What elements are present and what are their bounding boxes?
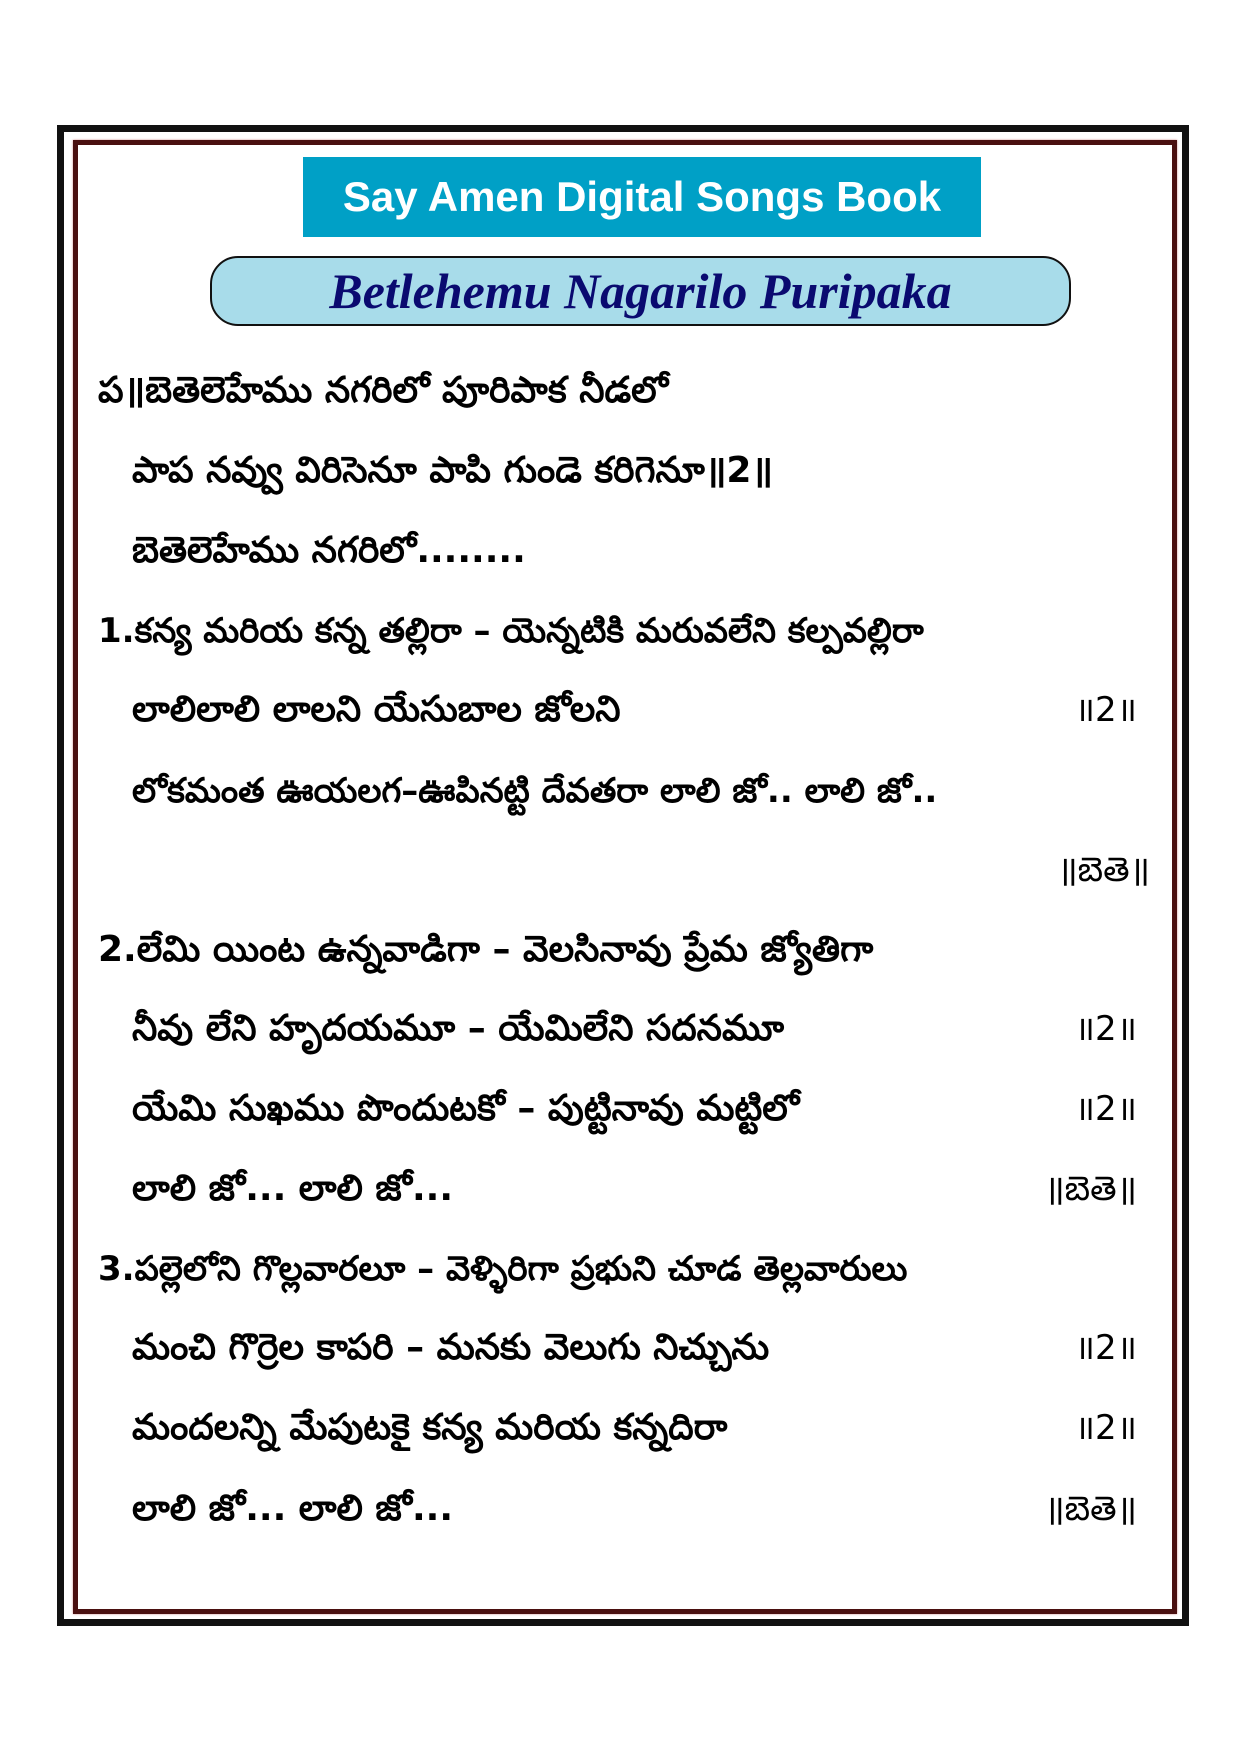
verse2-line: 2.లేమి యింట ఉన్నవాడిగా – వెలసినావు ప్రేమ జ్యోతిగా (98, 929, 874, 970)
repeat-marker: ॥2॥ (1074, 1408, 1137, 1448)
verse3-line: మంచి గొర్రెల కాపరి – మనకు వెలుగు నిచ్చును (132, 1327, 770, 1368)
verse3-line: 3.పల్లెలోని గొల్లవారలూ – వెళ్ళిరిగా ప్రభుని చూడ తెల్లవారులు (98, 1249, 908, 1289)
refrain-marker: ॥బెతె॥ (1044, 1489, 1137, 1529)
pallavi-line: ప॥బెతెలెహేము నగరిలో పూరిపాక నీడలో (98, 370, 669, 411)
verse1-line: లోకమంత ఊయలగ–ఊపినట్టి దేవతరా లాలి జో.. లాలి జో.. (132, 771, 938, 811)
verse1-line: లాలిలాలి లాలని యేసుబాల జోలని (132, 689, 621, 730)
verse3-line: లాలి జో... లాలి జో... (132, 1488, 454, 1529)
pallavi-line: పాప నవ్వు విరిసెనూ పాపి గుండె కరిగెనూ॥2॥ (132, 450, 773, 491)
book-title-banner: Say Amen Digital Songs Book (303, 157, 981, 237)
refrain-marker: ॥బెతె॥ (1044, 1169, 1137, 1209)
repeat-marker: ॥2॥ (1074, 1328, 1137, 1368)
verse1-line: 1.కన్య మరియ కన్న తల్లిరా – యెన్నటికి మరువలేని కల్పవల్లిరా (98, 611, 924, 651)
song-title: Betlehemu Nagarilo Puripaka (210, 256, 1071, 326)
verse2-line: లాలి జో... లాలి జో... (132, 1168, 454, 1209)
verse2-line: యేమి సుఖము పొందుటకో – పుట్టినావు మట్టిలో (132, 1088, 800, 1129)
verse3-line: మందలన్ని మేపుటకై కన్య మరియ కన్నదిరా (132, 1407, 728, 1448)
verse2-line: నీవు లేని హృదయమూ – యేమిలేని సదనమూ (132, 1008, 785, 1049)
repeat-marker: ॥2॥ (1074, 690, 1137, 730)
repeat-marker: ॥2॥ (1074, 1009, 1137, 1049)
refrain-marker: ॥బెతె॥ (1057, 850, 1150, 890)
pallavi-line: బెతెలెహేము నగరిలో........ (132, 530, 526, 571)
repeat-marker: ॥2॥ (1074, 1089, 1137, 1129)
